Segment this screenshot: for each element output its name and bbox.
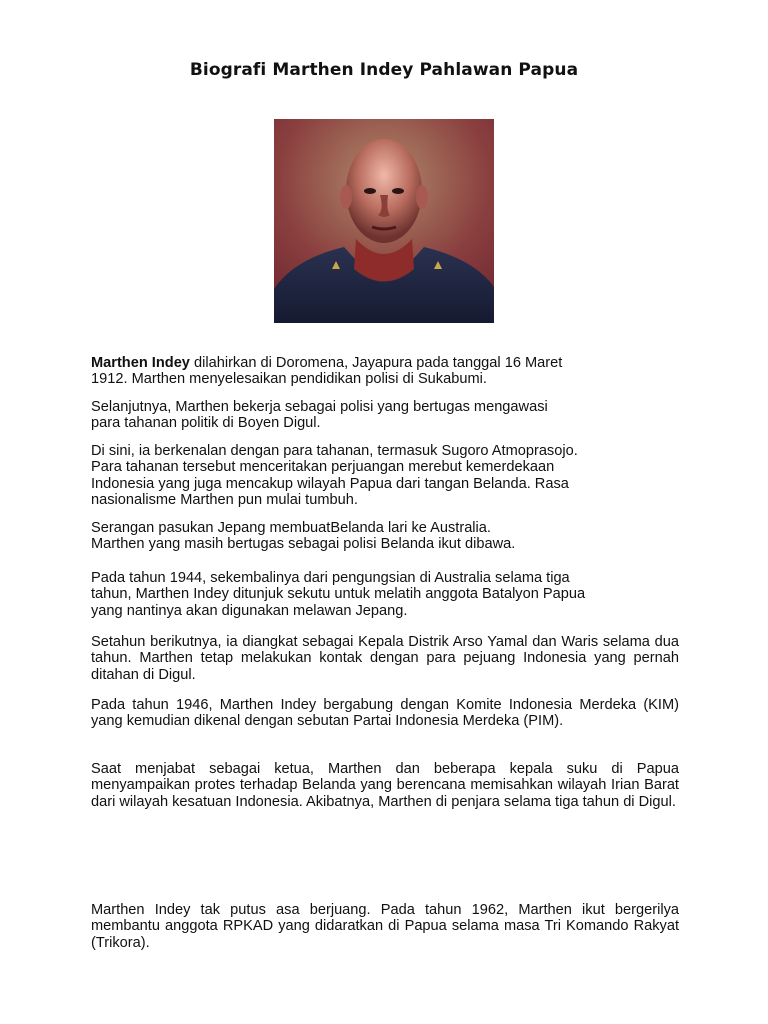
portrait-painting-icon [274,119,494,323]
portrait-image [274,119,494,323]
subject-name: Marthen Indey [91,355,190,371]
paragraph-1-line-2: 1912. Marthen menyelesaikan pendidikan polisi di Sukabumi. [91,371,487,388]
paragraph-2-line-2: para tahanan politik di Boyen Digul. [91,415,321,432]
paragraph-1 [91,355,679,388]
paragraph-5-line-1: Pada tahun 1944, sekembalinya dari pengungsian di Australia selama tiga [91,570,570,586]
paragraph-5-line-3: yang nantinya akan digunakan melawan Jepang. [91,602,408,619]
paragraph-6: Setahun berikutnya, ia diangkat sebagai Kepala Distrik Arso Yamal dan Waris selama dua tahun. Marthen tetap melakukan kontak dengan para pejuang Indonesia yang pernah ditahan di Digul. [91,634,679,683]
paragraph-3-line-1: Di sini, ia berkenalan dengan para tahanan, termasuk Sugoro Atmoprasojo. [91,443,578,459]
paragraph-2-line-1: Selanjutnya, Marthen bekerja sebagai polisi yang bertugas mengawasi [91,399,548,415]
paragraph-1-line-1: dilahirkan di Doromena, Jayapura pada tanggal 16 Maret [189,355,563,371]
paragraph-2 [91,399,679,432]
paragraph-3 [91,443,679,508]
paragraph-3-line-2: Para tahanan tersebut menceritakan perjuangan merebut kemerdekaan [91,459,555,476]
paragraph-3-line-4: nasionalisme Marthen pun mulai tumbuh. [91,491,358,508]
paragraph-3-line-3: Indonesia yang juga mencakup wilayah Papua dari tangan Belanda. Rasa [91,475,569,492]
paragraph-8: Saat menjabat sebagai ketua, Marthen dan beberapa kepala suku di Papua menyampaikan protes terhadap Belanda yang berencana memisahkan wilayah Irian Barat dari wilayah kesatuan Indonesia. Akibatnya, Marthen di penjara selama tiga tahun di Digul. [91,761,679,810]
paragraph-5-line-2: tahun, Marthen Indey ditunjuk sekutu untuk melatih anggota Batalyon Papua [91,586,586,603]
paragraph-9: Marthen Indey tak putus asa berjuang. Pada tahun 1962, Marthen ikut bergerilya membantu anggota RPKAD yang didaratkan di Papua selama masa Tri Komando Rakyat (Trikora). [91,902,679,951]
paragraph-4-line-2: Marthen yang masih bertugas sebagai polisi Belanda ikut dibawa. [91,536,516,553]
paragraph-7: Pada tahun 1946, Marthen Indey bergabung dengan Komite Indonesia Merdeka (KIM) yang kemudian dikenal dengan sebutan Partai Indonesia Merdeka (PIM). [91,697,679,730]
paragraph-4 [91,520,679,553]
paragraph-4-line-1: Serangan pasukan Jepang membuatBelanda lari ke Australia. [91,520,491,536]
document-title: Biografi Marthen Indey Pahlawan Papua [189,60,579,80]
paragraph-5 [91,570,679,619]
